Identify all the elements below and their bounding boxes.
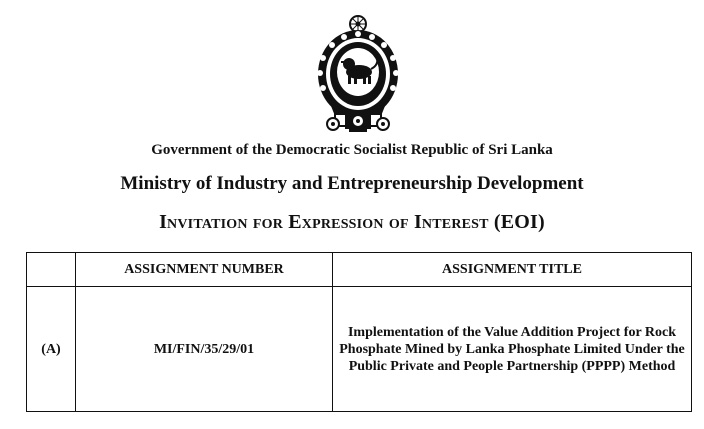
header-assignment-number: ASSIGNMENT NUMBER bbox=[76, 253, 333, 287]
ministry-title: Ministry of Industry and Entrepreneurship Development bbox=[120, 173, 584, 194]
assignment-table bbox=[26, 252, 692, 412]
header-assignment-title: ASSIGNMENT TITLE bbox=[333, 253, 692, 287]
table-header-row bbox=[27, 253, 692, 287]
invitation-heading: Invitation for Expression of Interest (EOI) bbox=[159, 211, 545, 233]
government-title: Government of the Democratic Socialist Republic of Sri Lanka bbox=[151, 142, 553, 158]
assignment-title: Implementation of the Value Addition Project for Rock Phosphate Mined by Lanka Phosphate Limited Under the Public Private and People Partnership (PPPP) Method bbox=[333, 287, 692, 412]
row-label: (A) bbox=[27, 287, 76, 412]
table-row bbox=[27, 287, 692, 412]
header-blank bbox=[27, 253, 76, 287]
sri-lanka-emblem-icon bbox=[311, 14, 405, 136]
national-emblem bbox=[311, 14, 405, 136]
assignment-number: MI/FIN/35/29/01 bbox=[76, 287, 333, 412]
